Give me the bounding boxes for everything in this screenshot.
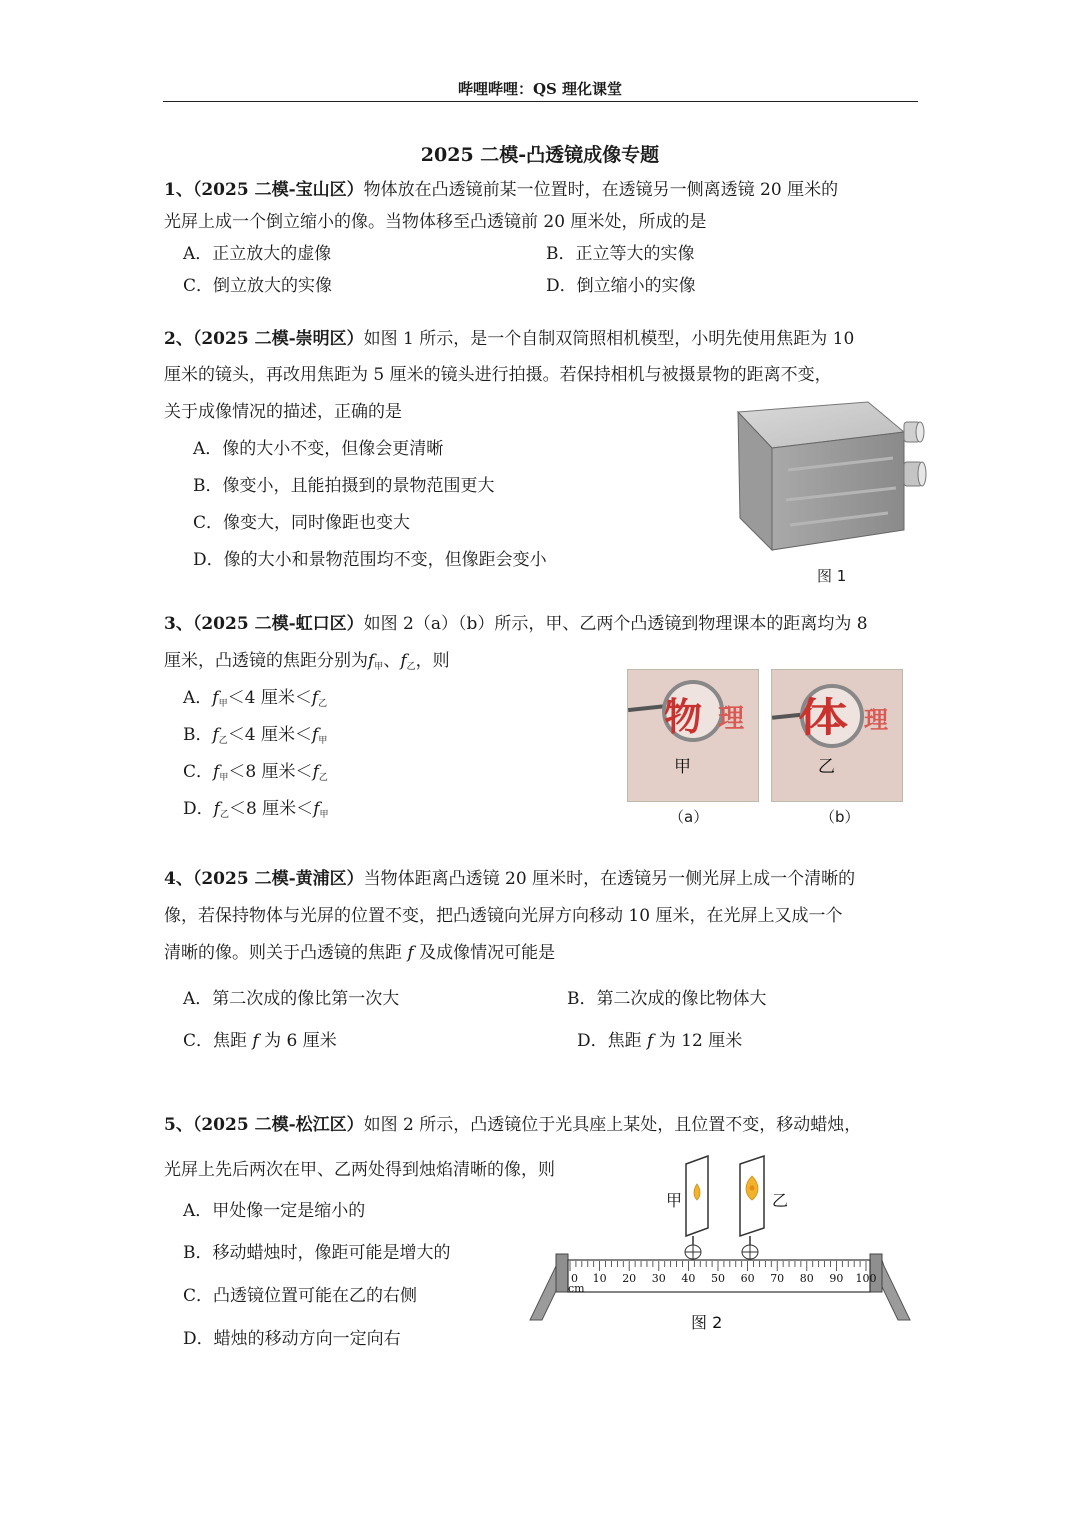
q3-option-a xyxy=(183,683,327,709)
optical-bench-figure xyxy=(528,1150,913,1335)
q3-stem-2-text: 厘米，凸透镜的焦距分别为 xyxy=(164,651,368,671)
q4-stem-3-end: 及成像情况可能是 xyxy=(419,943,556,963)
q2-stem-3: 关于成像情况的描述，正确的是 xyxy=(164,402,402,422)
q4-stem-3-text: 清晰的像。则关于凸透镜的焦距 xyxy=(164,943,402,963)
magnified-character: 物 xyxy=(664,695,703,739)
q4-f-symbol: f xyxy=(407,943,414,963)
q3-line1 xyxy=(164,609,868,634)
q4-option-c-text: C．焦距 xyxy=(183,1031,248,1051)
q2-option-a: A．像的大小不变，但像会更清晰 xyxy=(193,439,444,459)
q5-stem-1: 如图 2 所示，凸透镜位于光具座上某处，且位置不变，移动蜡烛， xyxy=(363,1115,862,1135)
q5-stem-2: 光屏上先后两次在甲、乙两处得到烛焰清晰的像，则 xyxy=(164,1160,555,1180)
q1-option-d: D．倒立缩小的实像 xyxy=(546,276,696,296)
q3-f-symbol: f xyxy=(212,725,219,745)
q3-f-symbol: f xyxy=(312,762,319,782)
q2-source-tag: （2025 二模-崇明区） xyxy=(192,329,364,349)
q2-option-c: C．像变大，同时像距也变大 xyxy=(193,513,411,533)
q3-separator: 、 xyxy=(383,651,401,671)
q4-number: 4、 xyxy=(164,869,193,889)
ruler-tick-label: 70 xyxy=(770,1272,785,1285)
q4-stem-1: 当物体距离凸透镜 20 厘米时，在透镜另一侧光屏上成一个清晰的 xyxy=(363,869,856,889)
q4-line1 xyxy=(164,864,855,889)
ruler-tick-label: 60 xyxy=(740,1272,755,1285)
q1-option-c: C．倒立放大的实像 xyxy=(183,276,333,296)
background-character: 理 xyxy=(864,706,888,734)
figure-2b-caption: （b） xyxy=(820,808,860,826)
bench-unit-label: cm xyxy=(568,1282,585,1295)
q3-sub-jia: 甲 xyxy=(219,773,229,783)
background-character: 理 xyxy=(718,704,745,734)
page-header: 哔哩哔哩：QS 理化课堂 xyxy=(457,80,623,98)
q5-number: 5、 xyxy=(164,1115,193,1135)
header-divider xyxy=(163,101,918,102)
q3-f-symbol: f xyxy=(213,799,220,819)
q4-option-c xyxy=(183,1026,337,1051)
q1-option-a: A．正立放大的虚像 xyxy=(183,244,332,264)
q3-sub-yi: 乙 xyxy=(218,736,228,746)
ruler-tick-label: 90 xyxy=(829,1272,844,1285)
q3-sub-yi: 乙 xyxy=(219,810,229,820)
label-yi: 乙 xyxy=(772,1191,789,1210)
q3-option-label: C． xyxy=(183,762,214,782)
ruler-tick-label: 30 xyxy=(651,1272,666,1285)
q3-f-symbol: f xyxy=(312,725,319,745)
q3-option-label: D． xyxy=(183,799,214,819)
ruler-tick-label: 40 xyxy=(681,1272,696,1285)
q3-number: 3、 xyxy=(164,614,193,634)
camera-model-photo xyxy=(728,400,928,558)
ruler-tick-label: 20 xyxy=(622,1272,637,1285)
photo-a-label: 甲 xyxy=(674,757,691,777)
figure-2-caption: 图 2 xyxy=(691,1313,723,1332)
q1-stem-2: 光屏上成一个倒立缩小的像。当物体移至凸透镜前 20 厘米处，所成的是 xyxy=(164,212,707,232)
q1-source-tag: （2025 二模-宝山区） xyxy=(192,180,364,200)
ruler-tick-label: 100 xyxy=(855,1272,877,1285)
q4-option-b: B．第二次成的像比物体大 xyxy=(567,989,767,1009)
q2-option-d: D．像的大小和景物范围均不变，但像距会变小 xyxy=(193,550,547,570)
magnified-character: 体 xyxy=(798,695,848,741)
screen-jia xyxy=(685,1156,708,1259)
q2-number: 2、 xyxy=(164,329,193,349)
q3-sub-yi: 乙 xyxy=(318,699,328,709)
ruler-tick-label: 0 xyxy=(571,1272,578,1285)
q1-stem-1: 物体放在凸透镜前某一位置时，在透镜另一侧离透镜 20 厘米的 xyxy=(363,180,839,200)
q4-f-symbol: f xyxy=(647,1031,654,1051)
q5-option-c: C．凸透镜位置可能在乙的右侧 xyxy=(183,1286,418,1306)
q3-option-b xyxy=(183,720,327,746)
q3-option-relation: ＜8 厘米＜ xyxy=(228,799,314,819)
q5-line1 xyxy=(164,1110,861,1135)
q3-f-symbol: f xyxy=(313,799,320,819)
q5-option-b: B．移动蜡烛时，像距可能是增大的 xyxy=(183,1243,451,1263)
q5-option-d: D．蜡烛的移动方向一定向右 xyxy=(183,1329,401,1349)
q4-source-tag: （2025 二模-黄浦区） xyxy=(192,869,364,889)
ruler-tick-label: 10 xyxy=(592,1272,607,1285)
q4-stem-2: 像，若保持物体与光屏的位置不变，把凸透镜向光屏方向移动 10 厘米，在光屏上又成一个 xyxy=(164,906,843,926)
q4-option-d xyxy=(577,1026,742,1051)
q3-sub-jia: 甲 xyxy=(319,810,329,820)
q4-f-symbol: f xyxy=(252,1031,259,1051)
q3-option-relation: ＜4 厘米＜ xyxy=(227,688,312,708)
q3-option-relation: ＜8 厘米＜ xyxy=(228,762,313,782)
q1-option-b: B．正立等大的实像 xyxy=(546,244,695,264)
q1-line1 xyxy=(164,175,838,200)
q2-stem-1: 如图 1 所示，是一个自制双筒照相机模型，小明先使用焦距为 10 xyxy=(363,329,855,349)
photo-a-magnifier xyxy=(627,669,759,802)
q3-source-tag: （2025 二模-虹口区） xyxy=(192,614,364,634)
figure-2a-caption: （a） xyxy=(669,808,709,826)
q3-sub-yi: 乙 xyxy=(406,662,416,672)
q3-f-symbol: f xyxy=(212,688,219,708)
q3-f-symbol: f xyxy=(368,651,375,671)
q3-option-c xyxy=(183,757,328,783)
q3-sub-jia: 甲 xyxy=(374,662,384,672)
page-title: 2025 二模-凸透镜成像专题 xyxy=(420,144,660,166)
ruler-tick-label: 80 xyxy=(799,1272,814,1285)
q4-option-c-value: 为 6 厘米 xyxy=(264,1031,337,1051)
label-jia: 甲 xyxy=(666,1191,683,1210)
q3-sub-jia: 甲 xyxy=(318,736,328,746)
q3-f-symbol: f xyxy=(213,762,220,782)
q4-stem-3 xyxy=(164,938,555,963)
q3-f-symbol: f xyxy=(311,688,319,708)
q3-f-symbol: f xyxy=(400,651,407,671)
q5-option-a: A．甲处像一定是缩小的 xyxy=(183,1201,366,1221)
q3-option-d xyxy=(183,794,329,820)
q3-sub-yi: 乙 xyxy=(318,773,328,783)
q1-number: 1、 xyxy=(164,180,193,200)
ruler-tick-label: 50 xyxy=(711,1272,725,1285)
q3-stem-2 xyxy=(164,646,450,672)
screen-yi xyxy=(740,1156,764,1259)
q5-source-tag: （2025 二模-松江区） xyxy=(192,1115,364,1135)
q3-sub-jia: 甲 xyxy=(218,699,228,709)
photo-b-label: 乙 xyxy=(818,757,835,777)
q2-stem-2: 厘米的镜头，再改用焦距为 5 厘米的镜头进行拍摄。若保持相机与被摄景物的距离不变， xyxy=(164,365,832,385)
q4-option-d-value: 为 12 厘米 xyxy=(658,1031,743,1051)
q2-option-b: B．像变小，且能拍摄到的景物范围更大 xyxy=(193,476,495,496)
q4-option-d-text: D．焦距 xyxy=(577,1031,642,1051)
q2-line1 xyxy=(164,324,854,349)
q3-stem-2-end: ，则 xyxy=(415,651,450,671)
q3-stem-1: 如图 2（a）（b）所示，甲、乙两个凸透镜到物理课本的距离均为 8 xyxy=(363,614,868,634)
q3-option-label: A． xyxy=(183,688,213,708)
photo-b-magnifier xyxy=(771,669,903,802)
q4-option-a: A．第二次成的像比第一次大 xyxy=(183,989,400,1009)
bench-left-end xyxy=(556,1254,568,1292)
q3-option-label: B． xyxy=(183,725,213,745)
figure-1-caption: 图 1 xyxy=(817,567,847,585)
q3-option-relation: ＜4 厘米＜ xyxy=(227,725,313,745)
